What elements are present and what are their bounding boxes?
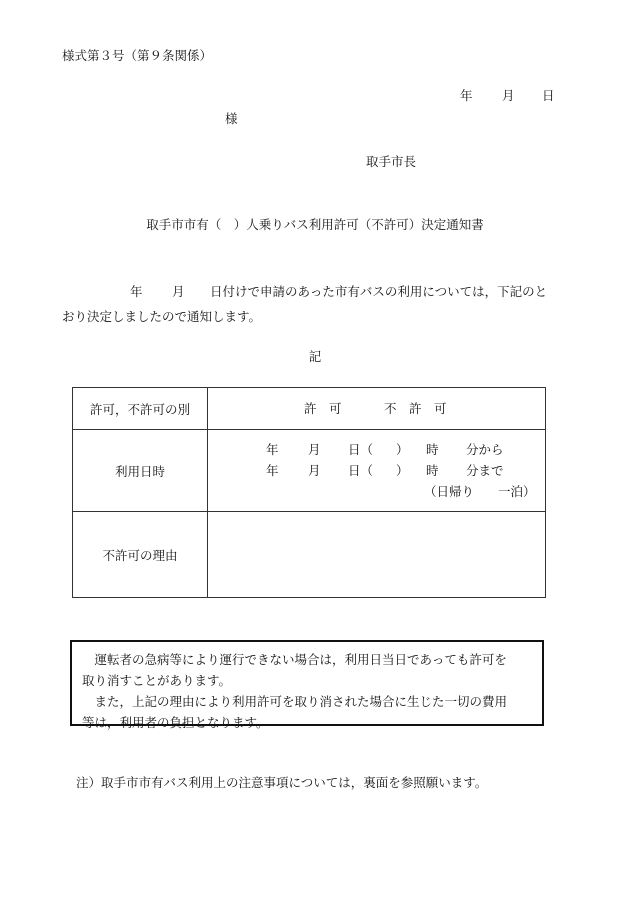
date-year: 年 xyxy=(460,88,473,103)
issue-date xyxy=(460,86,555,104)
document-title: 取手市市有（ ）人乗りバス利用許可（不許可）決定通知書 xyxy=(146,217,484,232)
from-month: 月 xyxy=(308,442,321,457)
date-month: 月 xyxy=(502,88,515,103)
until-minute: 分まで xyxy=(466,463,504,478)
overnight-option: 一泊） xyxy=(498,484,536,499)
date-day: 日 xyxy=(542,88,555,103)
from-dow-close: ） xyxy=(396,442,409,457)
table-row xyxy=(73,430,546,512)
until-month: 月 xyxy=(308,463,321,478)
table-row xyxy=(73,388,546,430)
day-trip-option: （日帰り xyxy=(424,484,475,499)
trip-type-line xyxy=(208,481,545,502)
datetime-from-line xyxy=(208,439,545,460)
body-paragraph xyxy=(62,279,582,329)
datetime-cell xyxy=(208,430,546,512)
decision-cell xyxy=(208,388,546,430)
until-day: 日（ xyxy=(348,463,374,478)
cancellation-notice-box xyxy=(70,640,544,730)
permit-option: 許 可 xyxy=(304,400,342,416)
ki-heading: 記 xyxy=(308,349,322,364)
datetime-until-line xyxy=(208,460,545,481)
from-year: 年 xyxy=(266,442,279,457)
until-year: 年 xyxy=(266,463,279,478)
table-row xyxy=(73,512,546,598)
reason-cell xyxy=(208,512,546,598)
notice-line: 取り消すことがあります。 xyxy=(82,673,232,688)
from-day: 日（ xyxy=(348,442,374,457)
until-dow-close: ） xyxy=(396,463,409,478)
not-permit-option: 不 許 可 xyxy=(384,400,447,416)
issuer: 取手市長 xyxy=(366,154,417,169)
form-number: 様式第３号（第９条関係） xyxy=(62,48,213,63)
footnote: 注）取手市市有バス利用上の注意事項については，裏面を参照願います。 xyxy=(76,775,488,790)
from-hour: 時 xyxy=(426,442,439,457)
body-year: 年 xyxy=(130,284,143,299)
notice-line: また，上記の理由により利用許可を取り消された場合に生じた一切の費用 xyxy=(82,694,508,709)
body-line1: 日付けで申請のあった市有バスの利用については，下記のと xyxy=(210,284,548,299)
notice-line: 運転者の急病等により運行できない場合は，利用日当日であっても許可を xyxy=(82,652,507,667)
from-minute: 分から xyxy=(466,442,504,457)
body-line2: おり決定しましたので通知します。 xyxy=(62,309,262,324)
decision-table xyxy=(72,387,546,598)
body-month: 月 xyxy=(172,284,185,299)
until-hour: 時 xyxy=(426,463,439,478)
row-label-reason: 不許可の理由 xyxy=(73,512,208,598)
row-label-datetime: 利用日時 xyxy=(73,430,208,512)
row-label-decision: 許可，不許可の別 xyxy=(73,388,208,430)
addressee-suffix: 様 xyxy=(225,111,238,126)
notice-line: 等は，利用者の負担となります。 xyxy=(82,715,269,730)
